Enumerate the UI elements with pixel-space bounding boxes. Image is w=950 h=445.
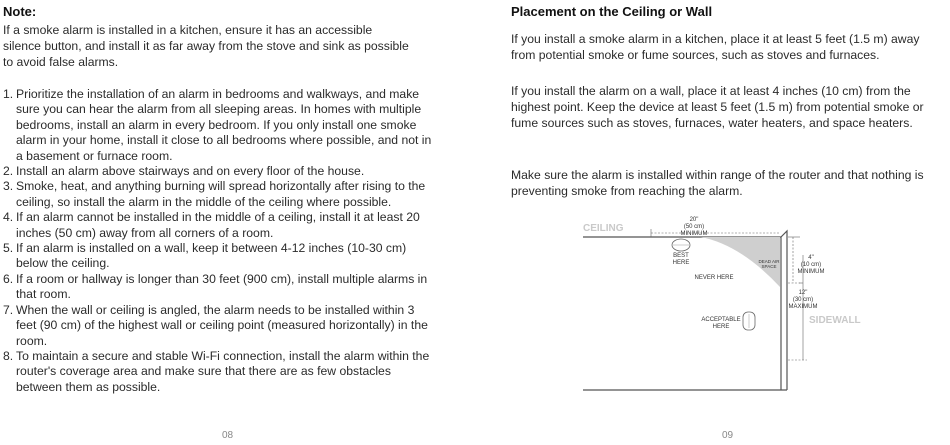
never-here-label: NEVER HERE (694, 275, 734, 281)
rule-item (3, 272, 433, 303)
dim-4in-text: 4" (10 cm) MINIMUM (797, 255, 825, 275)
rule-number: 4. (3, 210, 14, 225)
rule-item (3, 349, 433, 395)
rule-text: Install an alarm above stairways and on every floor of the house. (16, 164, 365, 179)
dim-12in-text: 12" (30 cm) MAXIMUM (788, 290, 818, 310)
rule-text: To maintain a secure and stable Wi-Fi connection, install the alarm within the router's coverage area and make sure that there are as few obstacles between them as possible. (16, 348, 430, 394)
rule-number: 3. (3, 179, 14, 194)
placement-rules-list (3, 87, 433, 395)
page-number: 08 (222, 430, 234, 441)
rule-item (3, 87, 433, 164)
placement-diagram-graphic (581, 215, 941, 405)
rule-item (3, 179, 433, 210)
acceptable-here-label: ACCEPTABLE HERE (701, 317, 741, 330)
rule-item (3, 164, 433, 179)
rule-item (3, 241, 433, 272)
rule-item (3, 303, 433, 349)
wall-placement-paragraph: If you install the alarm on a wall, place it at least 4 inches (10 cm) from the highest point. Keep the device at least 5 feet (1.5 m) from potential smoke or fume sources such as stoves, furnaces, water heaters, and space heaters. (511, 84, 924, 130)
rule-number: 6. (3, 271, 14, 286)
rule-number: 7. (3, 302, 14, 317)
sidewall-label: SIDEWALL (809, 315, 861, 326)
rule-text: Smoke, heat, and anything burning will spread horizontally after rising to the ceiling, so install the alarm in the middle of the ceiling where possible. (16, 179, 426, 209)
kitchen-placement-paragraph: If you install a smoke alarm in a kitchen, place it at least 5 feet (1.5 m) away from potential smoke or fume sources, such as stoves and furnaces. (511, 32, 920, 62)
rule-text: When the wall or ceiling is angled, the alarm needs to be installed within 3 feet (90 cm) of the highest wall or ceiling point (measured horizontally) in the room. (16, 302, 428, 348)
rule-item (3, 210, 433, 241)
rule-number: 8. (3, 348, 14, 363)
rule-text: If an alarm is installed on a wall, keep it between 4-12 inches (10-30 cm) below the ceiling. (16, 241, 407, 271)
router-range-paragraph: Make sure the alarm is installed within range of the router and that nothing is preventing smoke from reaching the alarm. (511, 168, 924, 198)
note-heading: Note: (3, 4, 37, 19)
rule-text: If a room or hallway is longer than 30 feet (900 cm), install multiple alarms in that room. (16, 271, 428, 302)
dim-20in-text: 20" (50 cm) MINIMUM (680, 217, 708, 237)
placement-heading: Placement on the Ceiling or Wall (511, 4, 713, 19)
rule-number: 5. (3, 241, 14, 256)
kitchen-note: If a smoke alarm is installed in a kitchen, ensure it has an accessible silence button, and install it as far away from the stove and sink as possible to avoid false alarms. (3, 23, 409, 69)
page-number: 09 (722, 430, 734, 441)
rule-number: 2. (3, 164, 14, 179)
best-here-label: BEST HERE (672, 253, 690, 266)
dead-air-label: DEAD AIR SPACE (758, 259, 780, 269)
rule-text: Prioritize the installation of an alarm in bedrooms and walkways, and make sure you can hear the alarm from all sleeping areas. In homes with multiple bedrooms, install an alarm in every bedroom. If you only install one smoke alarm in your home, install it close to all bedrooms where possible, and not in a basement or furnace room. (16, 87, 432, 163)
placement-diagram (581, 215, 941, 405)
ceiling-label: CEILING (583, 223, 624, 234)
right-page (475, 0, 950, 445)
rule-number: 1. (3, 87, 14, 101)
rule-text: If an alarm cannot be installed in the middle of a ceiling, install it at least 20 inches (50 cm) away from all corners of a room. (16, 210, 420, 240)
